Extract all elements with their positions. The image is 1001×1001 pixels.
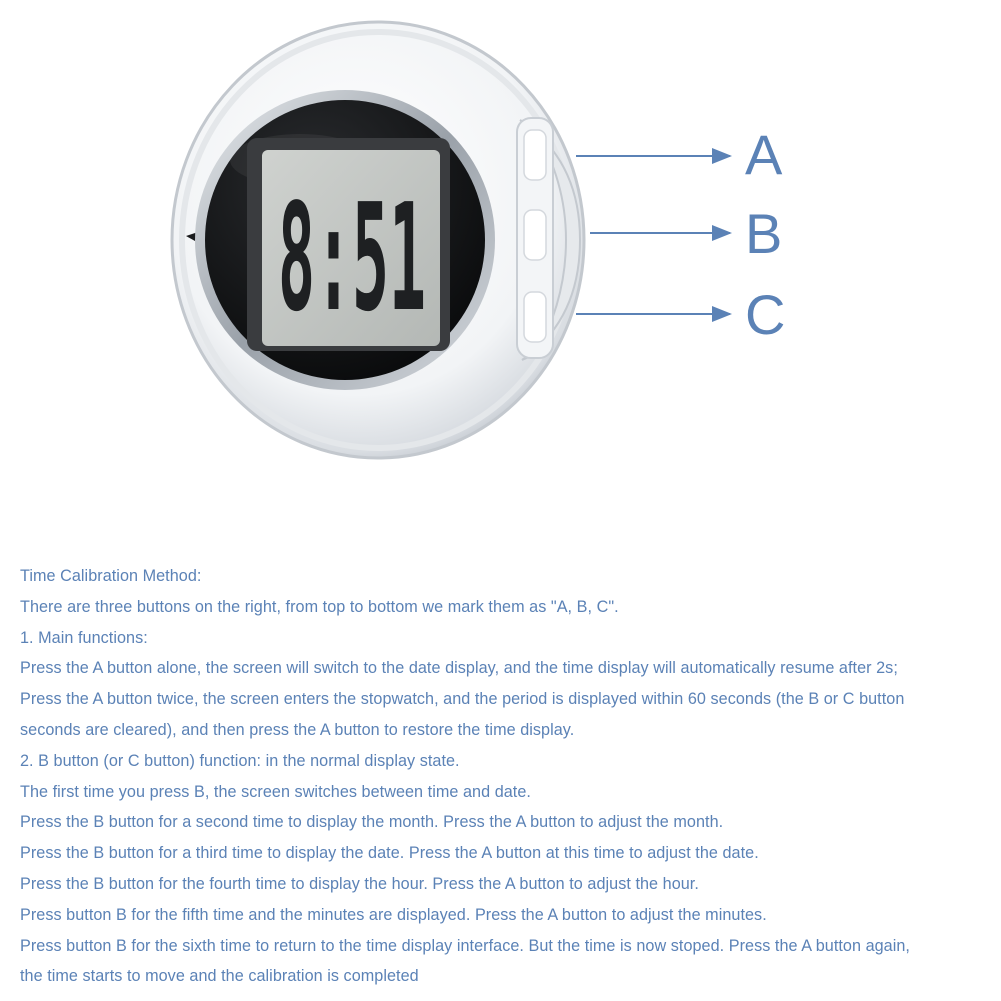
button-label-c: C bbox=[745, 283, 786, 346]
instructions-line: Press the A button alone, the screen will switch to the date display, and the time display will automatically resume after 2s; bbox=[20, 659, 898, 678]
instructions-text bbox=[20, 561, 995, 992]
instructions-line: seconds are cleared), and then press the A button to restore the time display. bbox=[20, 720, 575, 739]
button-label-b: B bbox=[745, 202, 783, 265]
instructions-section-heading: 2. B button (or C button) function: in the normal display state. bbox=[20, 751, 460, 770]
instructions-section-heading: 1. Main functions: bbox=[20, 628, 148, 647]
instructions-line: There are three buttons on the right, from top to bottom we mark them as "A, B, C". bbox=[20, 597, 619, 616]
instructions-line: Press button B for the sixth time to return to the time display interface. But the time is now stoped. Press the A button again, bbox=[20, 936, 910, 955]
instructions-heading: Time Calibration Method: bbox=[20, 567, 202, 585]
instructions-line: Press the B button for a second time to display the month. Press the A button to adjust the month. bbox=[20, 813, 724, 832]
lcd-time-display: 8:51 bbox=[278, 172, 426, 344]
instructions-line: Press the A button twice, the screen enters the stopwatch, and the period is displayed within 60 seconds (the B or C button bbox=[20, 690, 905, 709]
callout-arrows bbox=[576, 156, 730, 314]
instructions-line: Press the B button for the fourth time to display the hour. Press the A button to adjust the hour. bbox=[20, 874, 699, 893]
instructions-line: Press button B for the fifth time and the minutes are displayed. Press the A button to adjust the minutes. bbox=[20, 905, 767, 924]
side-button-housing bbox=[517, 118, 580, 360]
instructions-line: The first time you press B, the screen switches between time and date. bbox=[20, 782, 531, 801]
button-label-a: A bbox=[745, 123, 783, 186]
instructions-line: Press the B button for a third time to display the date. Press the A button at this time to adjust the date. bbox=[20, 844, 759, 863]
instructions-line: the time starts to move and the calibration is completed bbox=[20, 967, 419, 986]
